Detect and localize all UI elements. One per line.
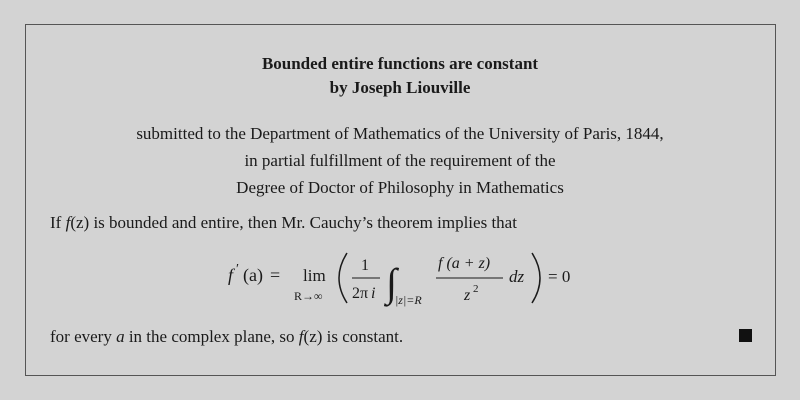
- qed-square-icon: [739, 329, 752, 342]
- submission-line-2: in partial fulfillment of the requirement of the: [244, 151, 556, 170]
- fraction2-denominator: z: [464, 287, 471, 304]
- rhs-value: = 0: [548, 267, 571, 286]
- lhs-equals: =: [270, 265, 281, 285]
- fraction1-denominator-const: 2π: [352, 285, 369, 302]
- left-parenthesis: [339, 253, 347, 303]
- conclusion-function: f: [298, 327, 304, 346]
- fraction1-denominator-var: i: [371, 285, 376, 302]
- conclusion-variable: a: [116, 327, 125, 346]
- conclusion-suffix: is constant.: [322, 327, 404, 346]
- conclusion-middle: in the complex plane, so: [124, 327, 299, 346]
- fraction2-numerator: f (a + z): [438, 255, 491, 272]
- integral-subscript: |z|=R: [395, 293, 422, 307]
- lhs-prime: ′: [236, 262, 240, 277]
- conclusion-paragraph: [50, 327, 403, 347]
- intro-function: f: [65, 213, 71, 232]
- document-frame: [25, 24, 776, 376]
- intro-prefix: If: [50, 213, 66, 232]
- document-title: Bounded entire functions are constant: [261, 54, 539, 73]
- differential: dz: [509, 267, 525, 286]
- submission-line-1: submitted to the Department of Mathematics of the University of Paris, 1844,: [136, 124, 664, 143]
- intro-suffix: is bounded and entire, then Mr. Cauchy’s theorem implies that: [89, 213, 517, 232]
- lhs-argument: (a): [243, 265, 263, 285]
- lhs-function: f: [228, 265, 234, 285]
- conclusion-argument: (z): [303, 327, 323, 346]
- document-author: by Joseph Liouville: [329, 78, 471, 97]
- limit-operator: lim: [303, 266, 326, 285]
- submission-line-3: Degree of Doctor of Philosophy in Mathematics: [236, 178, 564, 197]
- integral-sign: ∫: [386, 260, 397, 305]
- liouville-equation: [0, 238, 800, 318]
- right-parenthesis: [532, 253, 540, 303]
- intro-paragraph: [50, 213, 517, 233]
- fraction1-numerator: 1: [361, 257, 369, 274]
- fraction2-exponent: 2: [473, 283, 479, 295]
- limit-subscript: R→∞: [294, 289, 323, 303]
- intro-argument: (z): [70, 213, 90, 232]
- conclusion-prefix: for every: [50, 327, 117, 346]
